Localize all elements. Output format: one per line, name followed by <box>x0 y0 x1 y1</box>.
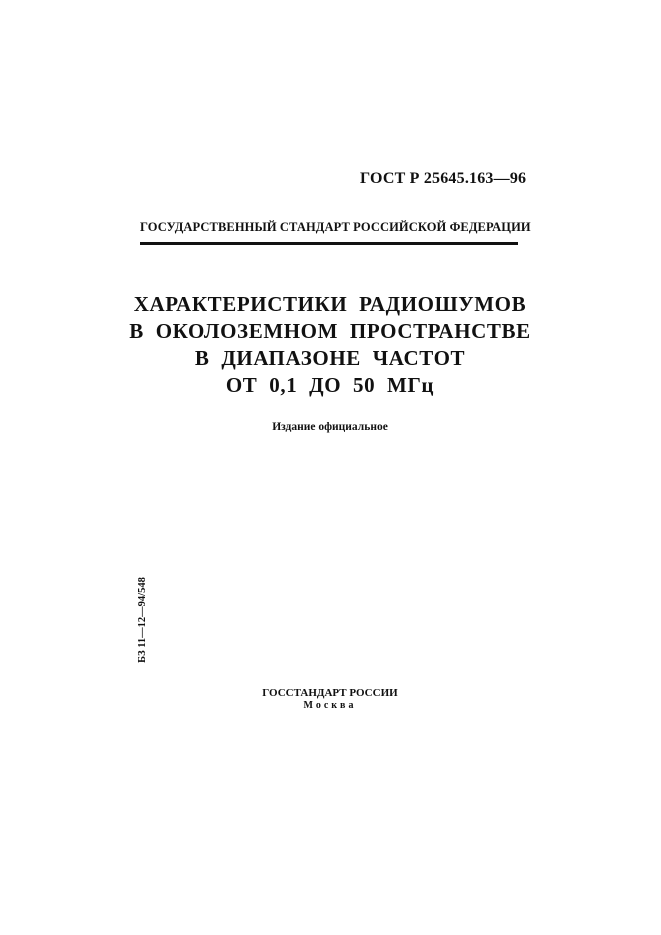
publisher-name: ГОССТАНДАРТ РОССИИ <box>262 687 398 699</box>
edition-label: Издание официальное <box>272 421 388 433</box>
title-line-2: В ОКОЛОЗЕМНОМ ПРОСТРАНСТВЕ <box>129 319 531 343</box>
side-catalog-code: БЗ 11—12—94/548 <box>137 577 148 663</box>
standard-heading: ГОСУДАРСТВЕННЫЙ СТАНДАРТ РОССИЙСКОЙ ФЕДЕРАЦИИ <box>140 220 531 234</box>
title-line-1: ХАРАКТЕРИСТИКИ РАДИОШУМОВ <box>133 292 527 316</box>
publisher-city: Москва <box>303 700 357 711</box>
document-title <box>120 291 540 399</box>
title-line-3: В ДИАПАЗОНЕ ЧАСТОТ <box>194 346 466 370</box>
heading-divider <box>140 242 518 245</box>
document-number: ГОСТ Р 25645.163—96 <box>360 170 527 187</box>
title-line-4: ОТ 0,1 ДО 50 МГц <box>225 373 435 397</box>
